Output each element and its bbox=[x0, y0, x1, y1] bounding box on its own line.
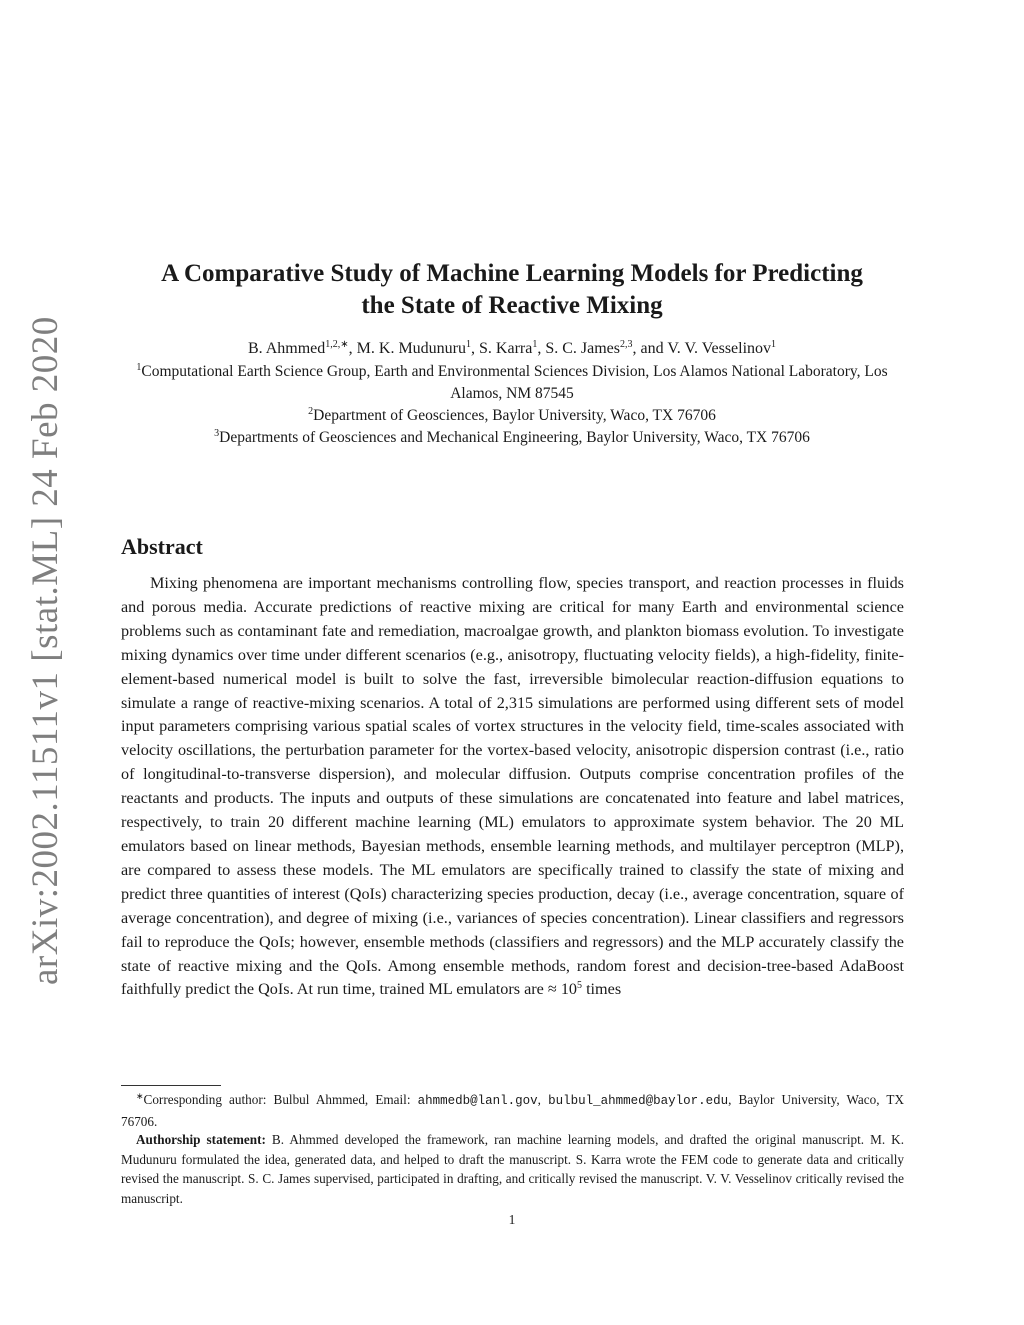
page-number: 1 bbox=[508, 1212, 516, 1227]
author-2: M. K. Mudunuru$^1$, bbox=[356, 339, 480, 357]
author-3: S. Karra$^1$, bbox=[479, 339, 546, 357]
footnote-authorship-statement: Authorship statement: B. Ahmmed developed the framework, ran machine learning models, and drafted the original manuscript. M. K. Mudunuru formulated the idea, generated data, and helped to draft the manuscript. S. Karra wrote the FEM code to generate data and critically revised the manuscript. S. C. James supervised, participated in drafting, and critically revised the manuscript. V. V. Vesselinov critically revised the manuscript. bbox=[121, 1132, 904, 1206]
email-link-lanl[interactable]: ahmmedb@lanl.gov bbox=[417, 1094, 538, 1108]
author-list bbox=[120, 338, 904, 360]
title-line-2: the State of Reactive Mixing bbox=[361, 292, 663, 319]
affiliation-1: $^1$Computational Earth Science Group, Earth and Environmental Sciences Division, Los Alamos National Laboratory, Los Alamos, NM 87545 bbox=[136, 362, 888, 402]
affiliation-2: $^2$Department of Geosciences, Baylor University, Waco, TX 76706 bbox=[308, 406, 716, 424]
title-line-1: A Comparative Study of Machine Learning Models for Predicting bbox=[161, 260, 863, 287]
footnote-corresponding-author: ∗Corresponding author: Bulbul Ahmmed, Email: ahmmedb@lanl.gov, bulbul_ahmmed@baylor.edu, Baylor University, Waco, TX 76706. bbox=[121, 1091, 904, 1129]
author-5: V. V. Vesselinov$^1$ bbox=[667, 339, 777, 357]
abstract-body: Mixing phenomena are important mechanisms controlling flow, species transport, and reaction processes in fluids and porous media. Accurate predictions of reactive mixing are critical for many Earth and environmental science problems such as contaminant fate and remediation, macroalgae growth, and plankton biomass evolution. To investigate mixing dynamics over time under different scenarios (e.g., anisotropy, fluctuating velocity fields), a high-fidelity, finite-element-based numerical model is built to solve the fast, irreversible bimolecular reaction-diffusion equations to simulate a range of reactive-mixing scenarios. A total of 2,315 simulations are performed using different sets of model input parameters comprising various spatial scales of vortex structures in the velocity field, time-scales associated with velocity oscillations, the perturbation parameter for the vortex-based velocity, anisotropic dispersion contrast (i.e., ratio of longitudinal-to-transverse dispersion), and molecular diffusion. Outputs comprise concentration profiles of the reactants and products. The inputs and outputs of these simulations are concatenated into feature and label matrices, respectively, to train 20 different machine learning (ML) emulators to approximate system behavior. The 20 ML emulators based on linear methods, Bayesian methods, ensemble learning methods, and multilayer perceptron (MLP), are compared to assess these models. The ML emulators are specifically trained to classify the state of mixing and predict three quantities of interest (QoIs) characterizing species production, decay (i.e., average concentration, square of average concentration), and degree of mixing (i.e., variances of species concentration). Linear classifiers and regressors fail to reproduce the QoIs; however, ensemble methods (classifiers and regressors) and the MLP accurately classify the state of reactive mixing and the QoIs. Among ensemble methods, random forest and decision-tree-based AdaBoost faithfully predict the QoIs. At run time, trained ML emulators are ≈ $10^5$ times bbox=[121, 574, 904, 999]
author-4: S. C. James$^{2,3}$, and bbox=[545, 339, 668, 357]
email-link-baylor[interactable]: bulbul_ahmmed@baylor.edu bbox=[548, 1094, 729, 1108]
paper-title bbox=[120, 258, 904, 322]
author-1: B. Ahmmed$^{1,2,∗}$, bbox=[247, 339, 357, 357]
authorship-label: Authorship statement: bbox=[136, 1132, 266, 1147]
arxiv-sidebar-stamp: arXiv:2002.11511v1 [stat.ML] 24 Feb 2020 bbox=[25, 316, 66, 985]
abstract-heading: Abstract bbox=[121, 534, 203, 559]
footnote-rule bbox=[121, 1085, 221, 1086]
affiliation-3: $^3$Departments of Geosciences and Mechanical Engineering, Baylor University, Waco, TX 76706 bbox=[214, 428, 810, 446]
